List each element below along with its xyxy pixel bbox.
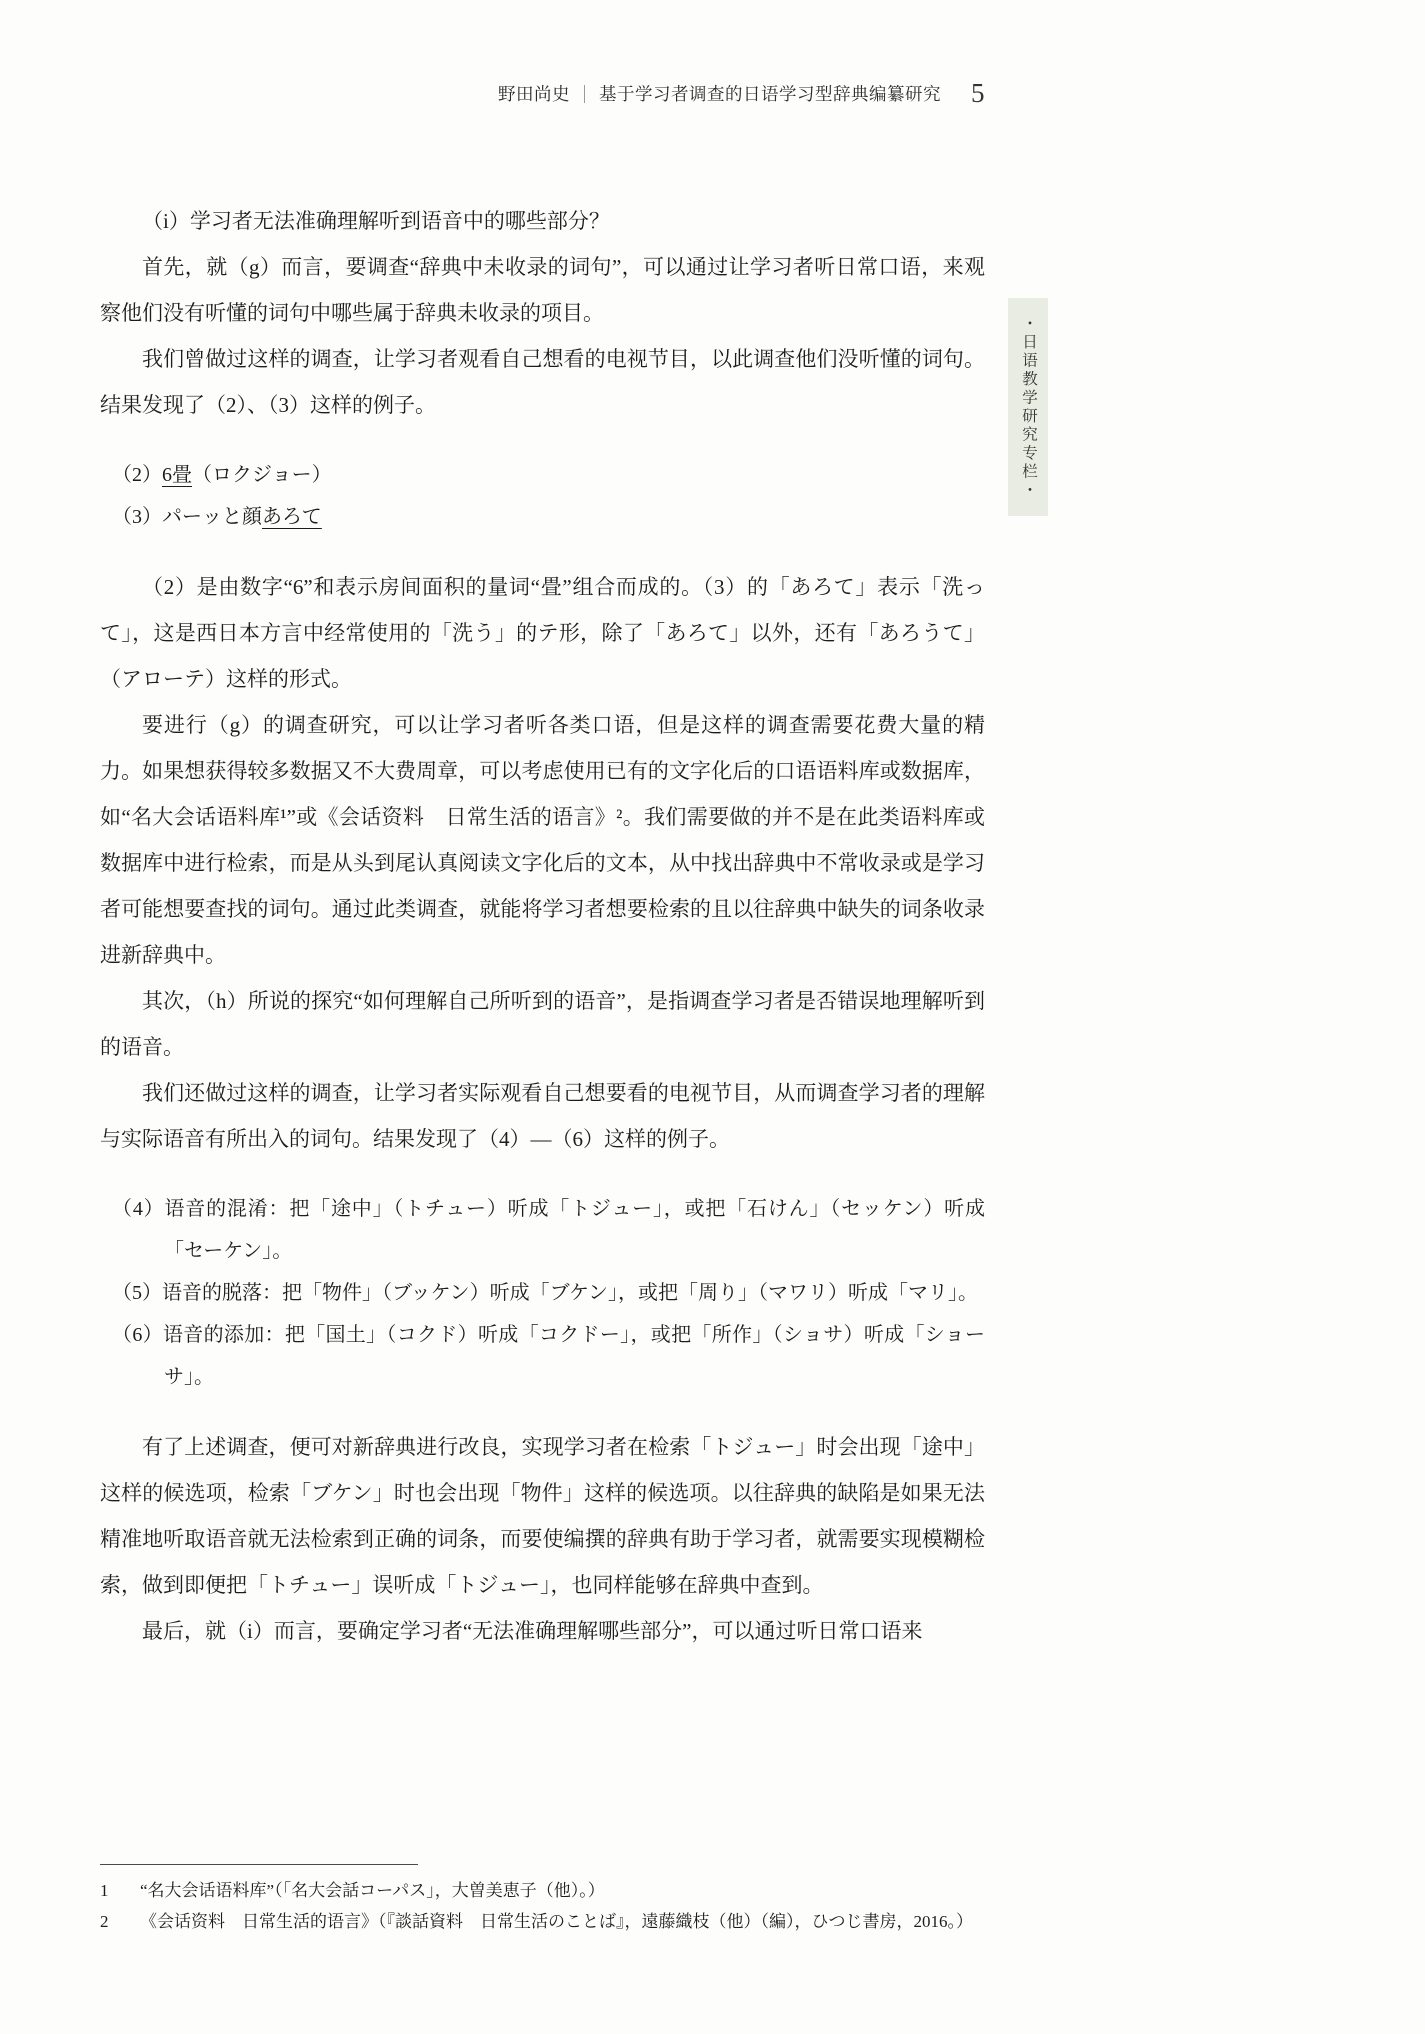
column-banner-label: ・日语教学研究专栏・ (1020, 314, 1037, 500)
paragraph-tv-survey: 我们曾做过这样的调查，让学习者观看自己想看的电视节目，以此调查他们没听懂的词句。结果发现了（2）、（3）这样的例子。 (100, 347, 985, 417)
column-banner (1008, 298, 1048, 516)
footnote-1 (100, 1875, 985, 1906)
footnote-2-number: 2 (100, 1912, 109, 1931)
paragraph-h-topic: 其次，（h）所说的探究“如何理解自己所听到的语音”，是指调查学习者是否错误地理解听到的语音。 (100, 989, 985, 1059)
footnote-1-text: “名大会话语料库”（「名大会話コーパス」，大曽美恵子（他）。） (140, 1881, 605, 1900)
article-body (100, 198, 985, 1654)
footnotes-section (100, 1864, 985, 1937)
example-2-underlined-term: 6畳 (162, 464, 192, 486)
example-3-underlined-term: あろて (262, 506, 322, 528)
example-5: （5）语音的脱落：把「物件」（ブッケン）听成「ブケン」，或把「周り」（マワリ）听成「マリ」。 (112, 1282, 978, 1304)
example-2 (112, 454, 985, 496)
example-2-marker: （2） (112, 464, 162, 486)
footnote-separator (100, 1864, 418, 1865)
paragraph-final-i: 最后，就（i）而言，要确定学习者“无法准确理解哪些部分”，可以通过听日常口语来 (142, 1619, 923, 1643)
paragraph-g-survey-intro: 首先，就（g）而言，要调查“辞典中未收录的词句”，可以通过让学习者听日常口语，来观察他们没有听懂的词句中哪些属于辞典未收录的项目。 (100, 255, 985, 325)
example-block-2-3 (100, 454, 985, 538)
header-author: 野田尚史 (498, 84, 570, 104)
footnote-2 (100, 1906, 985, 1937)
paragraph-tv-survey-2: 我们还做过这样的调查，让学习者实际观看自己想要看的电视节目，从而调查学习者的理解与实际语音有所出入的词句。结果发现了（4）—（6）这样的例子。 (100, 1081, 985, 1151)
example-2-reading: （ロクジョー） (192, 464, 332, 486)
example-3-marker: （3） (112, 506, 162, 528)
footnote-2-text: 《会话资料 日常生活的语言》（『談話資料 日常生活のことば』，遠藤織枝（他）（編），ひつじ書房，2016。） (140, 1912, 973, 1931)
paragraph-dictionary-improvement: 有了上述调查，便可对新辞典进行改良，实现学习者在检索「トジュー」时会出现「途中」这样的候选项，检索「ブケン」时也会出现「物件」这样的候选项。以往辞典的缺陷是如果无法精准地听取语音就无法检索到正确的词条，而要使编撰的辞典有助于学习者，就需要实现模糊检索，做到即便把「トチュー」误听成「トジュー」，也同样能够在辞典中查到。 (100, 1435, 985, 1597)
example-4: （4）语音的混淆：把「途中」（トチュー）听成「トジュー」，或把「石けん」（セッケン）听成「セーケン」。 (112, 1198, 985, 1262)
header-divider (584, 85, 585, 103)
header-title: 基于学习者调查的日语学习型辞典编纂研究 (599, 84, 941, 104)
example-6: （6）语音的添加：把「国土」（コクド）听成「コクドー」，或把「所作」（ショサ）听成「ショーサ」。 (112, 1324, 985, 1388)
page-number: 5 (971, 78, 985, 108)
page-header (100, 80, 985, 107)
example-3 (112, 496, 985, 538)
example-3-pre: パーッと顔 (162, 506, 262, 528)
paragraph-question-i: （i）学习者无法准确理解听到语音中的哪些部分？ (142, 209, 610, 233)
footnote-1-number: 1 (100, 1881, 109, 1900)
paragraph-example-explanation: （2）是由数字“6”和表示房间面积的量词“畳”组合而成的。（3）的「あろて」表示「洗って」，这是西日本方言中经常使用的「洗う」的テ形，除了「あろて」以外，还有「あろうて」（アローテ）这样的形式。 (100, 575, 985, 691)
paragraph-corpus: 要进行（g）的调查研究，可以让学习者听各类口语，但是这样的调查需要花费大量的精力。如果想获得较多数据又不大费周章，可以考虑使用已有的文字化后的口语语料库或数据库，如“名大会话语料库¹”或《会话资料 日常生活的语言》²。我们需要做的并不是在此类语料库或数据库中进行检索，而是从头到尾认真阅读文字化后的文本，从中找出辞典中不常收录或是学习者可能想要查找的词句。通过此类调查，就能将学习者想要检索的且以往辞典中缺失的词条收录进新辞典中。 (100, 713, 985, 967)
example-block-4-6 (100, 1188, 985, 1398)
